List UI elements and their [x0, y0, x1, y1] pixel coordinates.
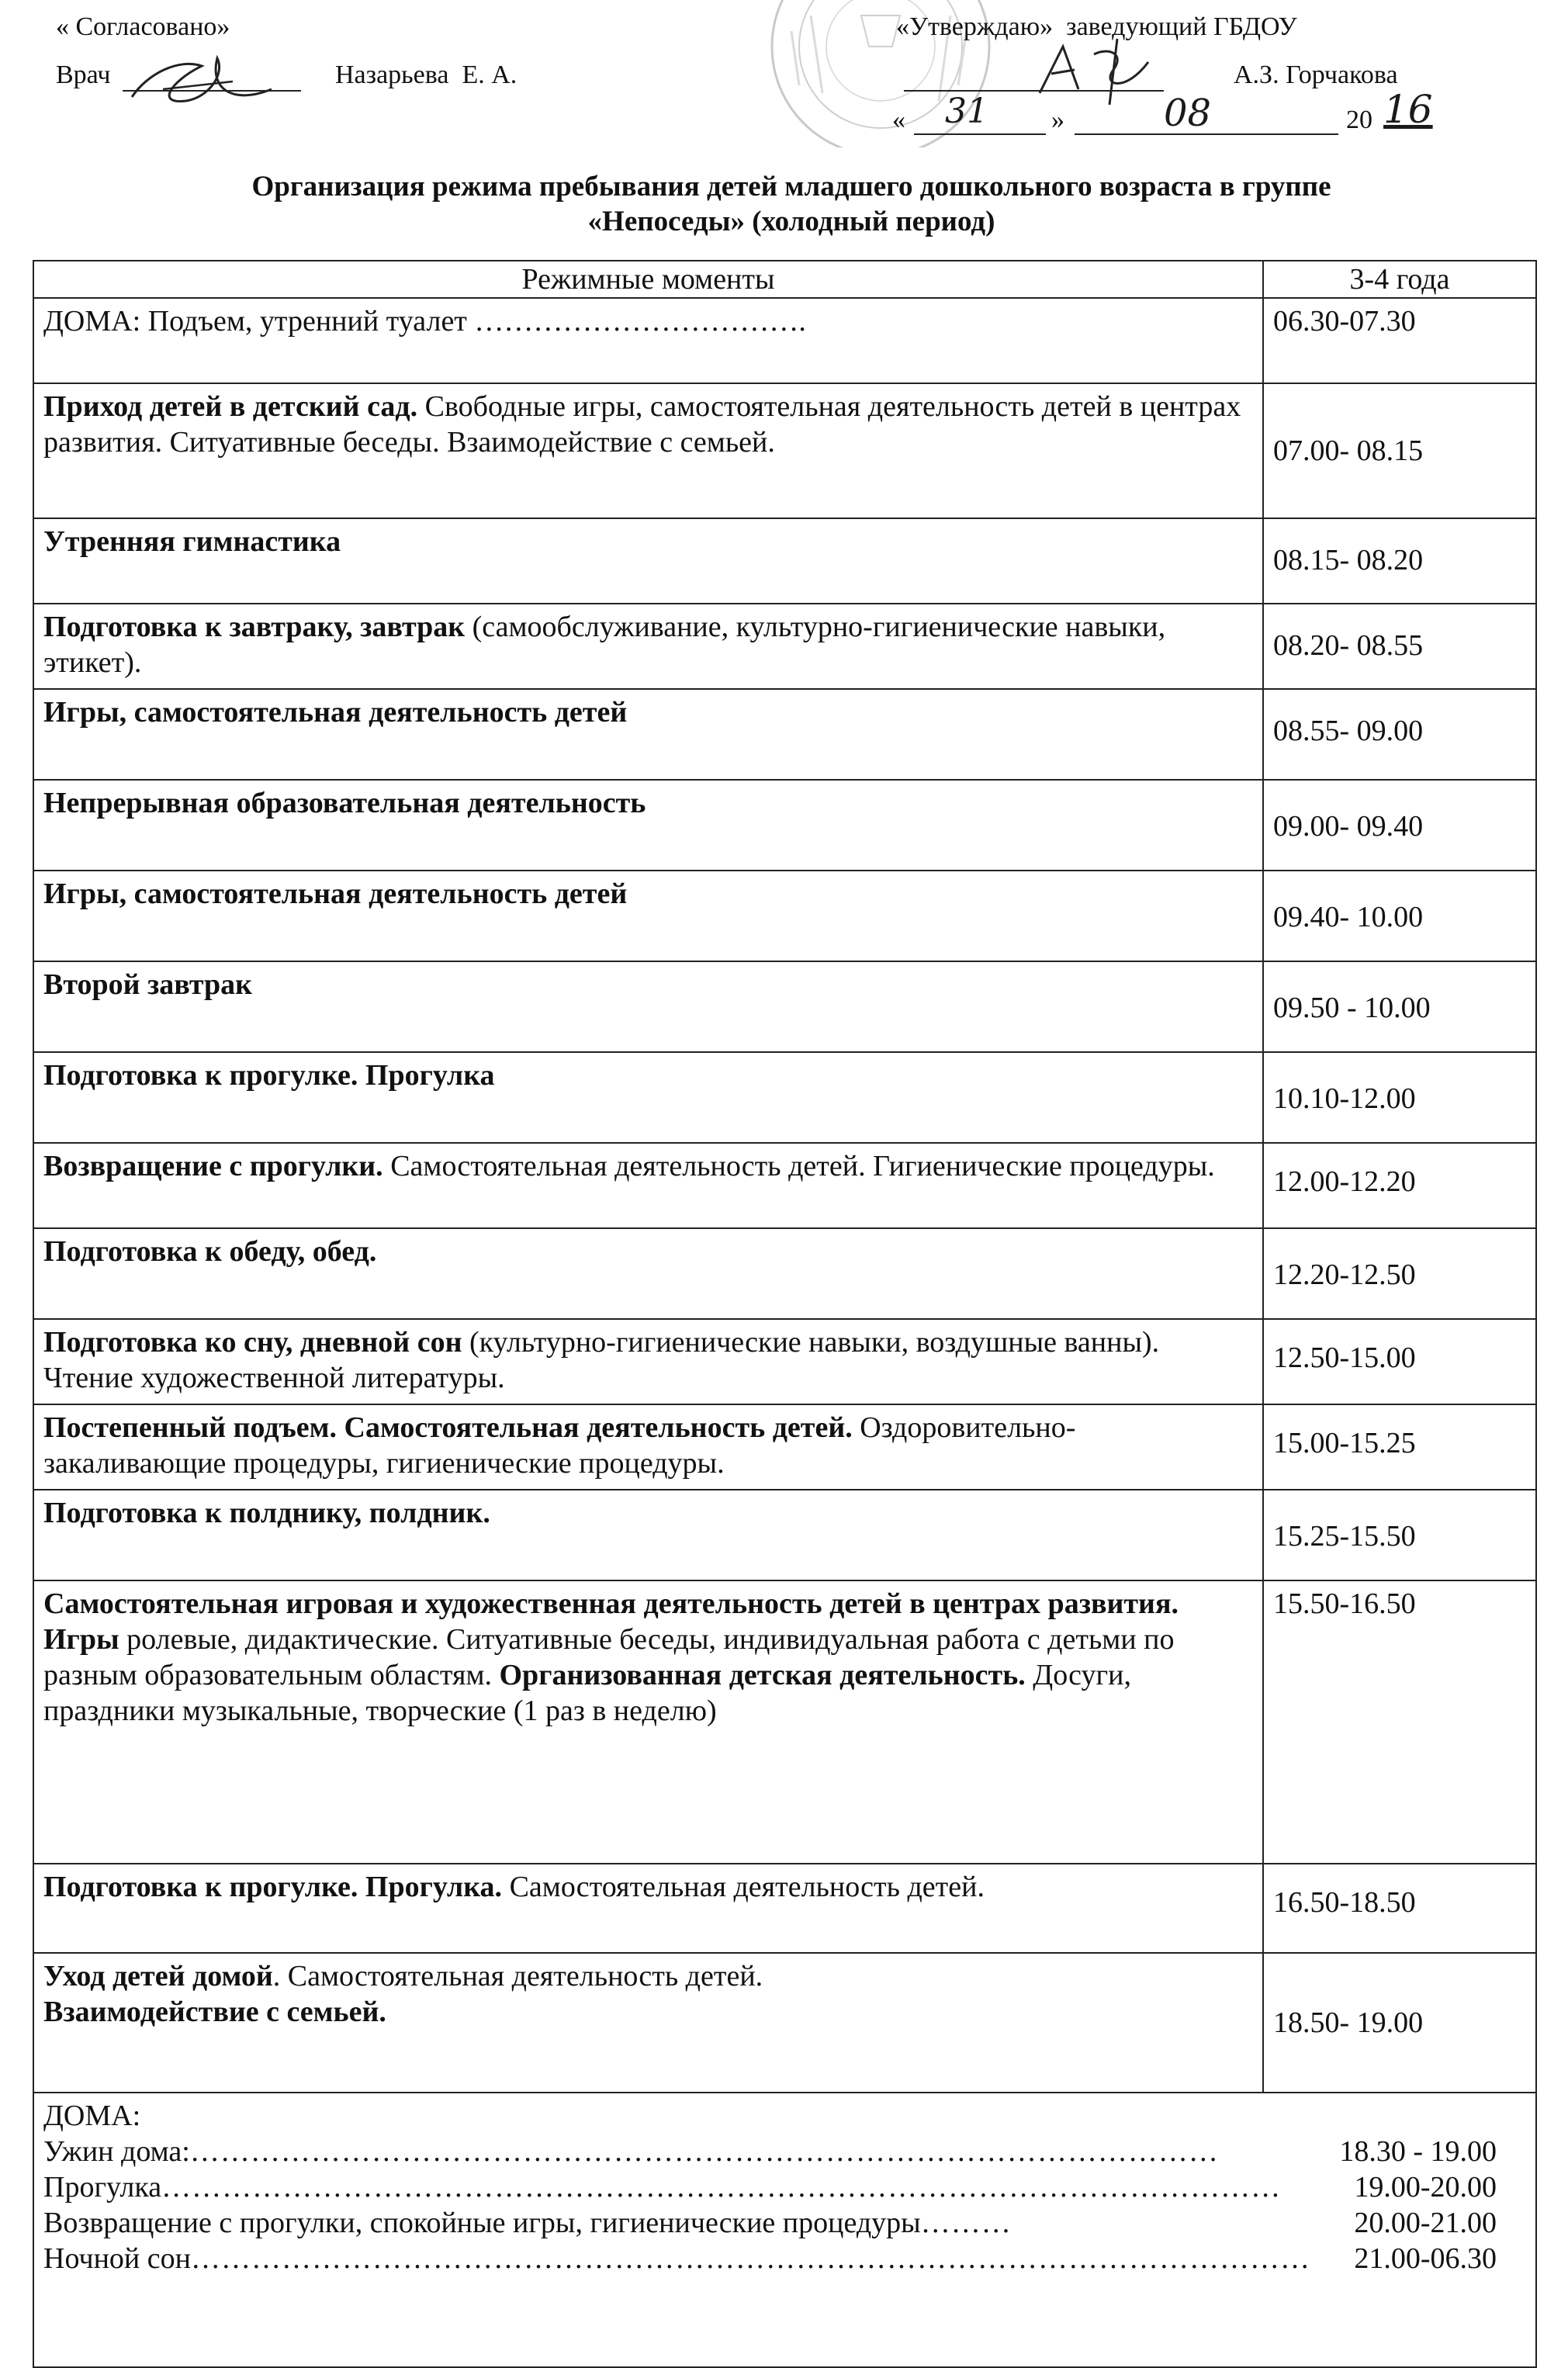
home-heading: ДОМА: — [43, 2100, 141, 2132]
table-row — [33, 1404, 1536, 1490]
date-open-quote: « — [892, 106, 905, 134]
activity-cell: Подготовка к прогулке. Прогулка — [33, 1052, 1263, 1143]
page-title — [31, 169, 1552, 239]
time-cell: 09.50 - 10.00 — [1263, 961, 1536, 1052]
time-cell: 07.00- 08.15 — [1263, 383, 1536, 518]
activity-cell: Подготовка к обеду, обед. — [33, 1228, 1263, 1319]
table-row — [33, 1228, 1536, 1319]
activity-cell: Непрерывная образовательная деятельность — [33, 780, 1263, 871]
title-line-1: Организация режима пребывания детей младшего дошкольного возраста в группе — [251, 171, 1331, 203]
date-month: 08 — [1164, 92, 1212, 135]
activity-cell: Самостоятельная игровая и художественная деятельность детей в центрах развития. Игры ролевые, дидактические. Ситуативные беседы, индивидуальная работа с детьми по разным образовательным областям. Организованная детская деятельность. Досуги, праздники музыкальные, творческие (1 раз в неделю) — [33, 1580, 1263, 1864]
home-item: Ночной сон ………………………………………………………………………………………………… 21.00-06.30 — [43, 2242, 1497, 2275]
table-row — [33, 518, 1536, 604]
time-cell: 10.10-12.00 — [1263, 1052, 1536, 1143]
table-row — [33, 961, 1536, 1052]
activity-cell: Игры, самостоятельная деятельность детей — [33, 871, 1263, 961]
time-cell: 08.15- 08.20 — [1263, 518, 1536, 604]
home-item: Возвращение с прогулки, спокойные игры, гигиенические процедуры ……… 20.00-21.00 — [43, 2207, 1497, 2239]
time-cell: 09.40- 10.00 — [1263, 871, 1536, 961]
date-day-line — [914, 133, 1046, 135]
activity-cell: Приход детей в детский сад. Свободные игры, самостоятельная деятельность детей в центрах развития. Ситуативные беседы. Взаимодействие с семьей. — [33, 383, 1263, 518]
home-schedule-row — [33, 2093, 1536, 2367]
doctor-name: Назарьева Е. А. — [335, 61, 517, 89]
home-schedule — [33, 2093, 1536, 2367]
time-cell: 08.55- 09.00 — [1263, 689, 1536, 780]
head-name: А.З. Горчакова — [1234, 61, 1398, 89]
time-cell: 15.50-16.50 — [1263, 1580, 1536, 1864]
activity-cell: Подготовка ко сну, дневной сон (культурно-гигиенические навыки, воздушные ванны). Чтение художественной литературы. — [33, 1319, 1263, 1404]
activity-cell: Утренняя гимнастика — [33, 518, 1263, 604]
time-cell: 15.25-15.50 — [1263, 1490, 1536, 1580]
activity-cell: Постепенный подъем. Самостоятельная деятельность детей. Оздоровительно-закаливающие процедуры, гигиенические процедуры. — [33, 1404, 1263, 1490]
time-cell: 18.50- 19.00 — [1263, 1953, 1536, 2093]
doctor-signature — [116, 43, 287, 120]
col-header-moments: Режимные моменты — [33, 261, 1263, 298]
date-year-suffix: 16 — [1383, 87, 1433, 132]
time-cell: 09.00- 09.40 — [1263, 780, 1536, 871]
activity-cell: Подготовка к полднику, полдник. — [33, 1490, 1263, 1580]
activity-cell: Возвращение с прогулки. Самостоятельная деятельность детей. Гигиенические процедуры. — [33, 1143, 1263, 1228]
activity-cell: Второй завтрак — [33, 961, 1263, 1052]
table-row — [33, 1864, 1536, 1953]
home-item: Прогулка ………………………………………………………………………………………………… 19.00-20.00 — [43, 2171, 1497, 2204]
table-row — [33, 1143, 1536, 1228]
table-row — [33, 689, 1536, 780]
doctor-label: Врач — [56, 61, 111, 89]
time-cell: 12.00-12.20 — [1263, 1143, 1536, 1228]
date-day: 31 — [945, 92, 988, 131]
activity-cell: Уход детей домой. Самостоятельная деятельность детей. Взаимодействие с семьей. — [33, 1953, 1263, 2093]
date-year-prefix: 20 — [1346, 106, 1372, 134]
time-cell: 12.20-12.50 — [1263, 1228, 1536, 1319]
schedule-table — [33, 260, 1537, 2368]
time-cell: 16.50-18.50 — [1263, 1864, 1536, 1953]
table-row — [33, 298, 1536, 383]
table-row — [33, 604, 1536, 689]
table-row — [33, 780, 1536, 871]
time-cell: 06.30-07.30 — [1263, 298, 1536, 383]
activity-cell: Игры, самостоятельная деятельность детей — [33, 689, 1263, 780]
table-row — [33, 1580, 1536, 1864]
table-header-row — [33, 261, 1536, 298]
table-row — [33, 1319, 1536, 1404]
time-cell: 12.50-15.00 — [1263, 1319, 1536, 1404]
approve-label: «Утверждаю» заведующий ГБДОУ — [896, 12, 1297, 41]
time-cell: 15.00-15.25 — [1263, 1404, 1536, 1490]
table-row — [33, 383, 1536, 518]
activity-cell: ДОМА: Подъем, утренний туалет ……………………………. — [33, 298, 1263, 383]
table-row — [33, 1490, 1536, 1580]
time-cell: 08.20- 08.55 — [1263, 604, 1536, 689]
agreed-label: « Согласовано» — [56, 12, 230, 41]
head-signature — [1024, 31, 1179, 109]
col-header-age: 3-4 года — [1263, 261, 1536, 298]
table-row — [33, 1953, 1536, 2093]
table-row — [33, 871, 1536, 961]
activity-cell: Подготовка к завтраку, завтрак (самообслуживание, культурно-гигиенические навыки, этикет). — [33, 604, 1263, 689]
title-line-2: «Непоседы» (холодный период) — [587, 206, 995, 237]
table-row — [33, 1052, 1536, 1143]
activity-cell: Подготовка к прогулке. Прогулка. Самостоятельная деятельность детей. — [33, 1864, 1263, 1953]
home-item: Ужин дома: ………………………………………………………………………………………… 18.30 - 19.00 — [43, 2135, 1497, 2168]
date-close-quote: » — [1051, 106, 1064, 134]
